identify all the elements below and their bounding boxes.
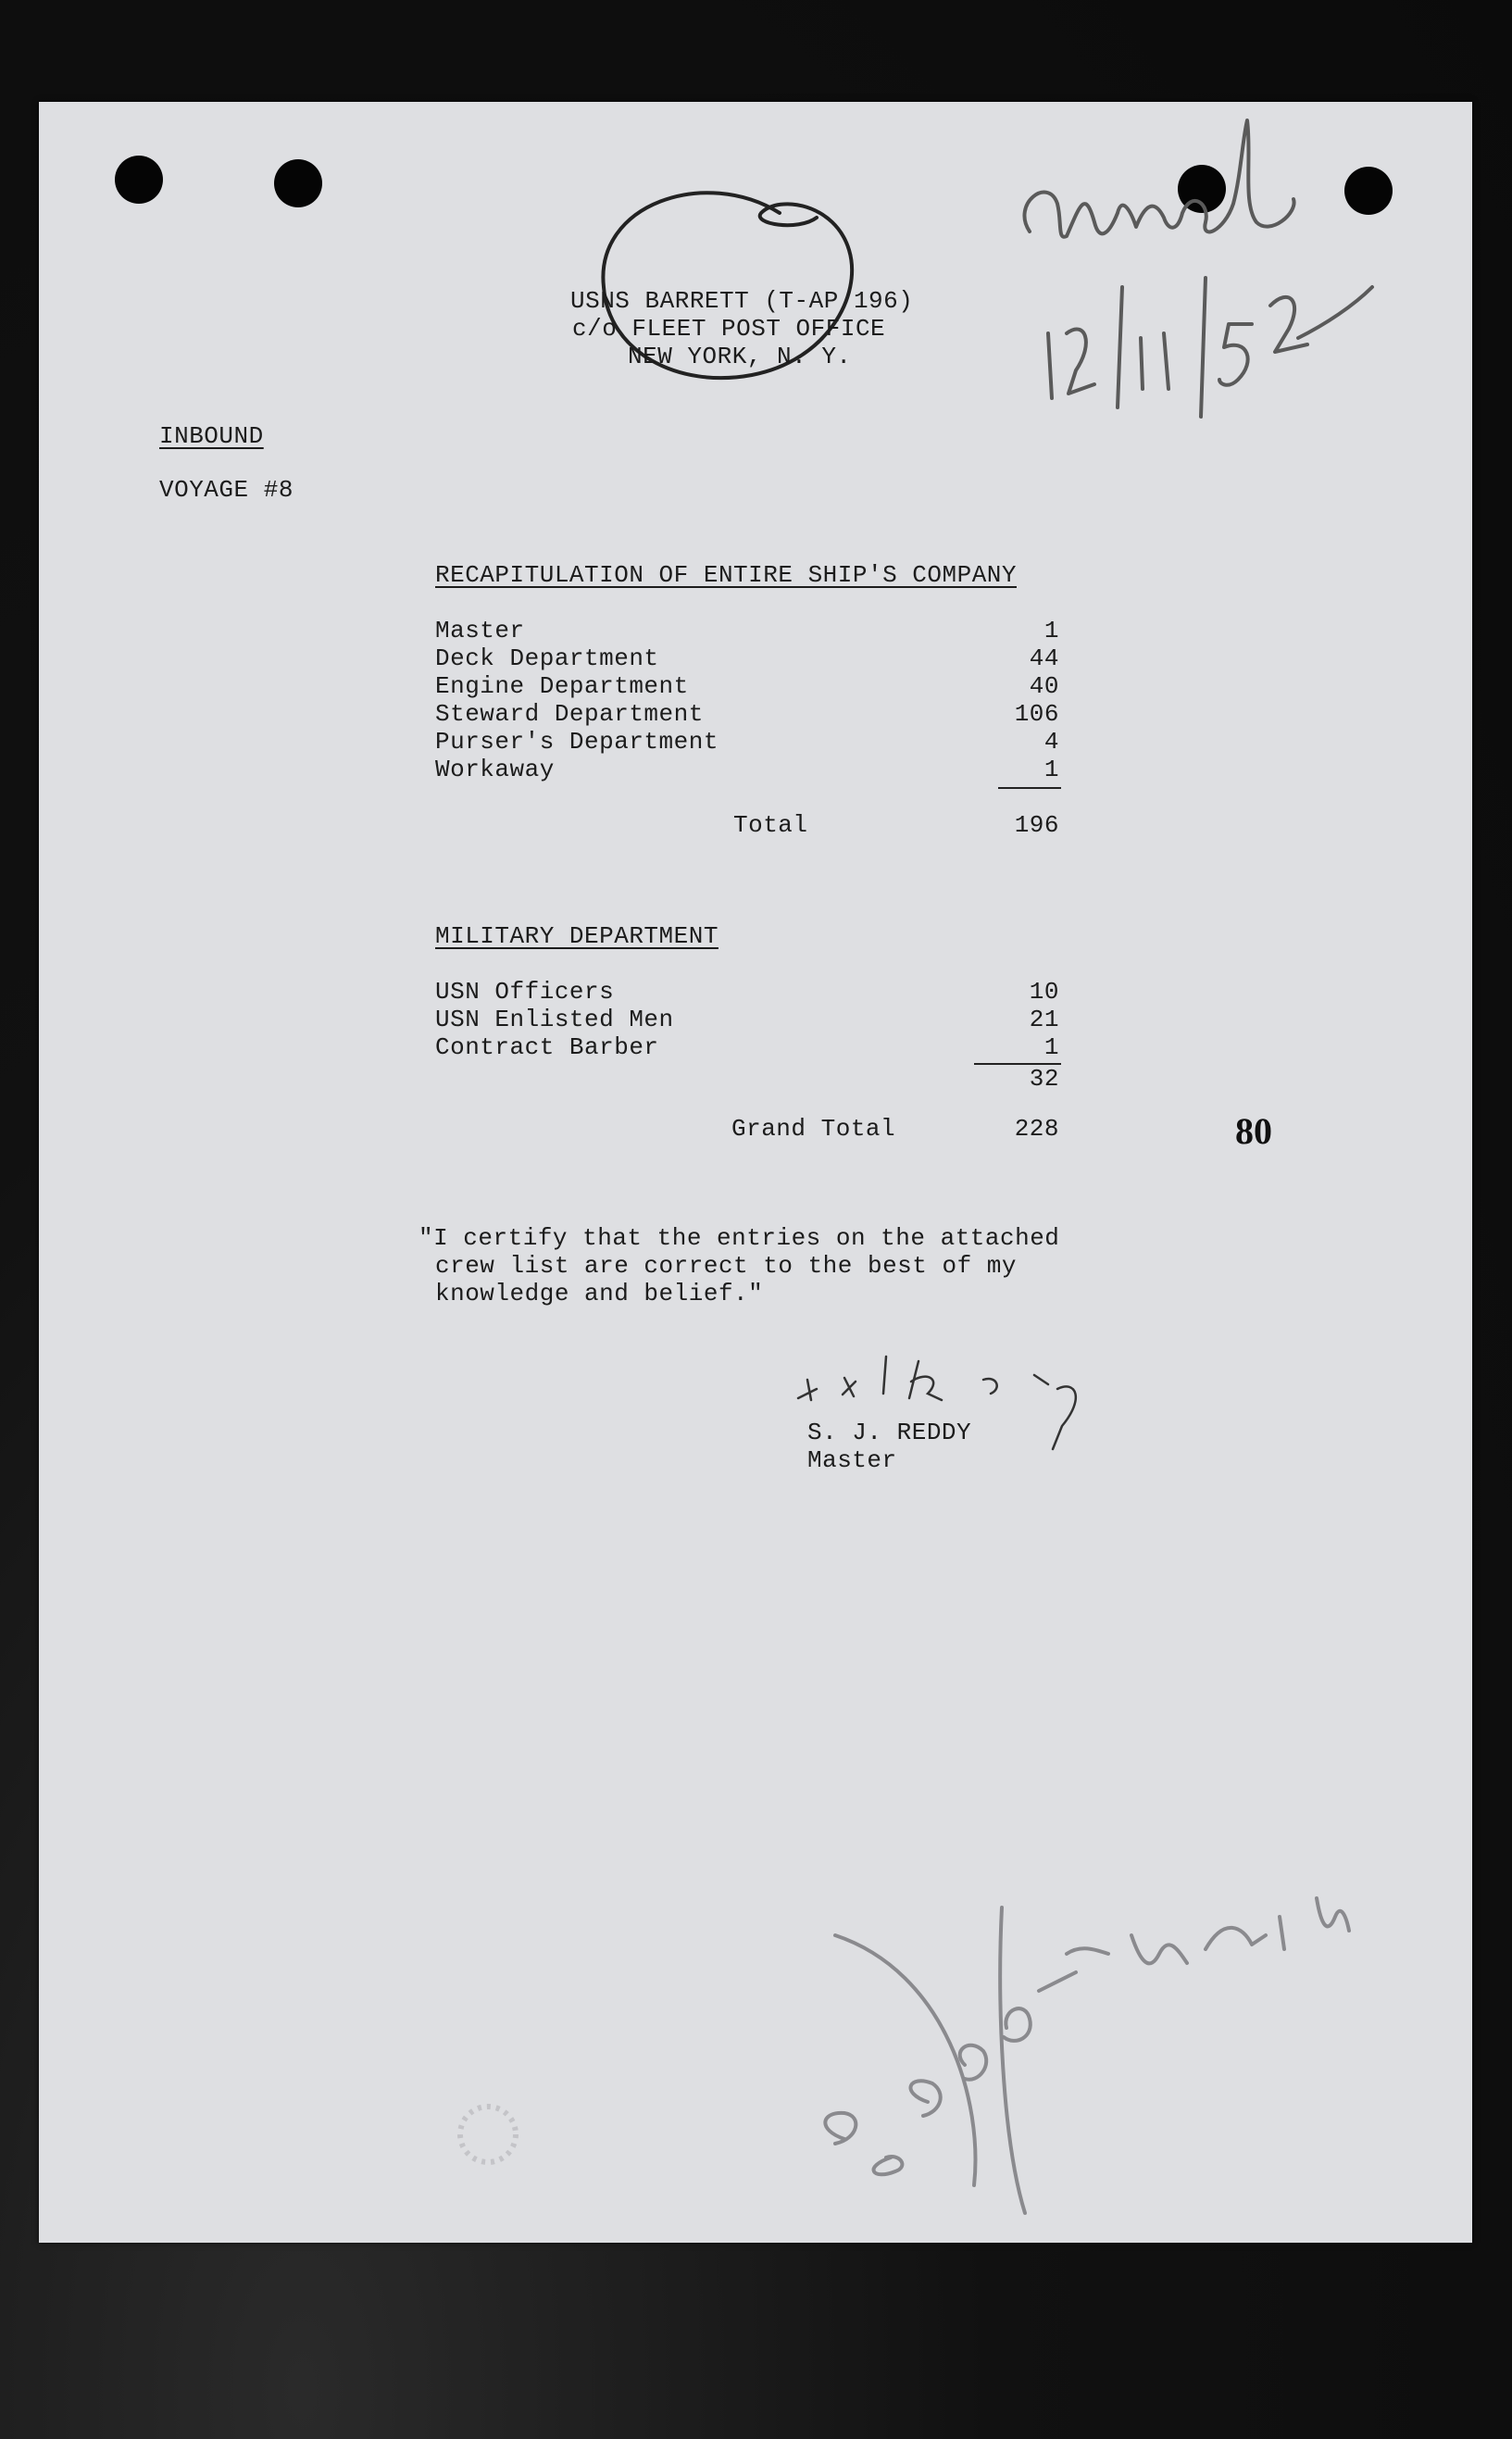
recap-title: RECAPITULATION OF ENTIRE SHIP'S COMPANY xyxy=(435,561,1017,589)
certification-line-1: "I certify that the entries on the attached xyxy=(419,1224,1060,1252)
military-subtotal: 32 xyxy=(1029,1065,1059,1093)
military-row-label: USN Officers xyxy=(435,978,615,1006)
recap-row-label: Deck Department xyxy=(435,644,659,672)
grand-total-value: 228 xyxy=(1014,1115,1059,1143)
recap-row-value: 44 xyxy=(1029,644,1059,672)
recap-row-label: Purser's Department xyxy=(435,728,719,756)
recap-total-label: Total xyxy=(733,811,808,839)
recap-row-value: 106 xyxy=(1014,700,1059,728)
certification-line-2: crew list are correct to the best of my xyxy=(435,1252,1017,1280)
grand-total-label: Grand Total xyxy=(731,1115,896,1143)
recap-row-value: 1 xyxy=(1043,756,1059,783)
handwritten-bottom-note xyxy=(761,1861,1428,2250)
punch-hole-left-1 xyxy=(115,156,163,204)
recap-sum-rule xyxy=(998,787,1061,789)
handwritten-arrival-note xyxy=(993,102,1381,435)
recap-row-value: 1 xyxy=(1043,617,1059,644)
military-row-label: USN Enlisted Men xyxy=(435,1006,674,1033)
recap-row-label: Workaway xyxy=(435,756,555,783)
signatory-title: Master xyxy=(807,1446,897,1474)
military-row-value: 10 xyxy=(1029,978,1059,1006)
military-title: MILITARY DEPARTMENT xyxy=(435,922,719,950)
ship-name-line: USNS BARRETT (T-AP 196) xyxy=(570,287,914,315)
recap-row-label: Master xyxy=(435,617,525,644)
recap-row-label: Engine Department xyxy=(435,672,689,700)
voyage-direction: INBOUND xyxy=(159,422,264,450)
page-number: 80 xyxy=(1235,1110,1272,1152)
voyage-number: VOYAGE #8 xyxy=(159,476,294,504)
paper-smudge xyxy=(446,2093,530,2176)
certification-line-3: knowledge and belief." xyxy=(435,1280,764,1307)
military-row-value: 21 xyxy=(1029,1006,1059,1033)
document-page xyxy=(39,102,1472,2243)
signatory-name: S. J. REDDY xyxy=(807,1419,972,1446)
city-line: NEW YORK, N. Y. xyxy=(628,343,852,370)
military-row-label: Contract Barber xyxy=(435,1033,659,1061)
recap-row-value: 40 xyxy=(1029,672,1059,700)
recap-row-value: 4 xyxy=(1043,728,1059,756)
recap-row-label: Steward Department xyxy=(435,700,704,728)
fleet-post-office-line: c/o FLEET POST OFFICE xyxy=(572,315,886,343)
military-row-value: 1 xyxy=(1043,1033,1059,1061)
punch-hole-left-2 xyxy=(274,159,322,207)
recap-total-value: 196 xyxy=(1014,811,1059,839)
